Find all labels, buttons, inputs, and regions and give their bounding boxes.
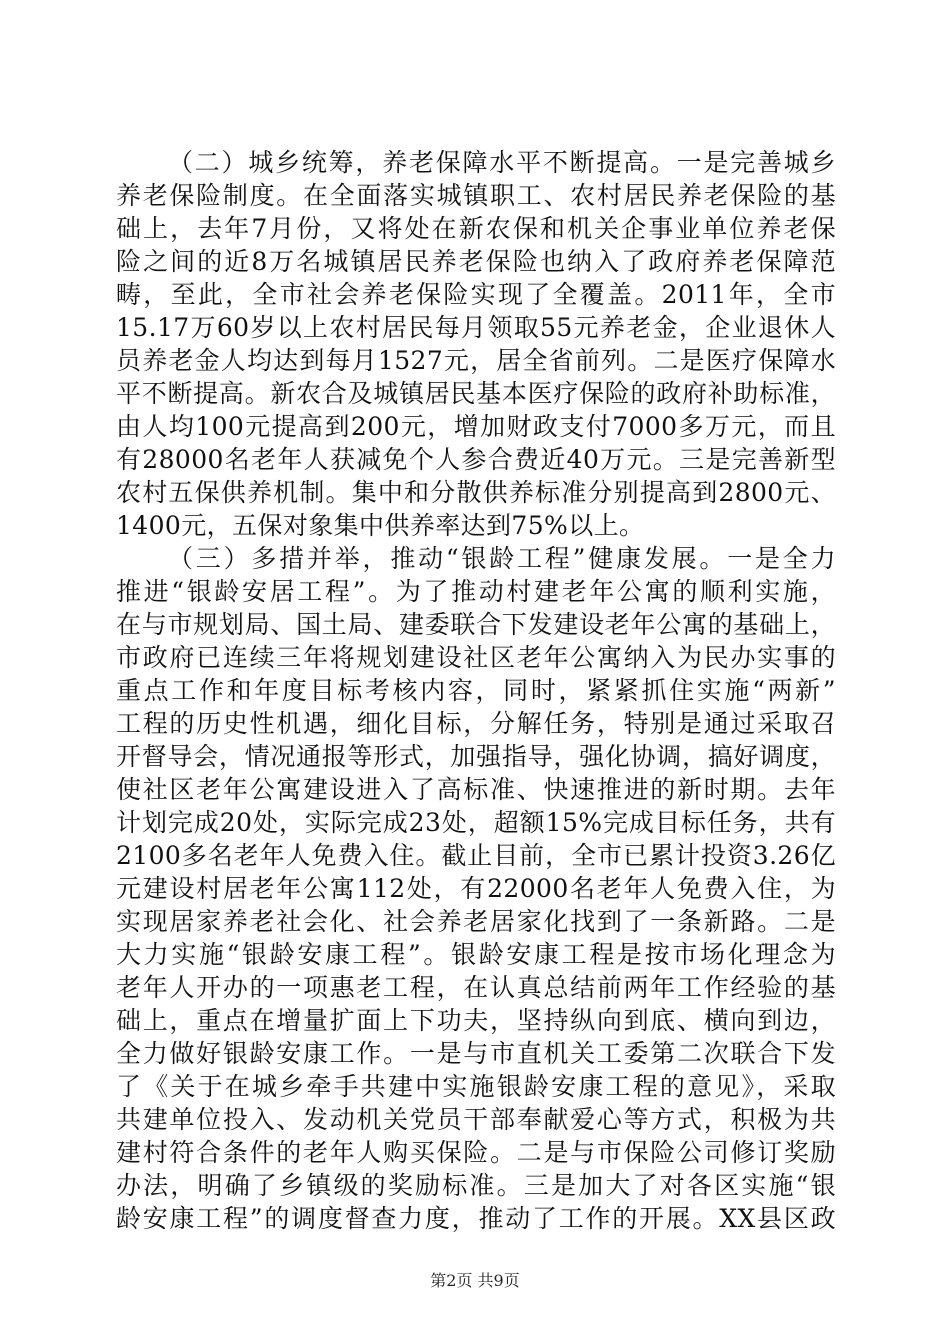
paragraph-3-line: 建村符合条件的老年人购买保险。二是与市保险公司修订奖励 <box>116 1138 836 1167</box>
paragraph-3-line: 实现居家养老社会化、社会养老居家化找到了一条新路。二是 <box>116 907 836 936</box>
paragraph-2-line: 畴，至此，全市社会养老保险实现了全覆盖。2011年，全市 <box>116 280 836 309</box>
paragraph-3-line: 计划完成20处，实际完成23处，超额15%完成目标任务，共有 <box>116 808 836 837</box>
paragraph-2-line: 农村五保供养机制。集中和分散供养标准分别提高到2800元、 <box>116 478 836 507</box>
paragraph-3-line: 使社区老年公寓建设进入了高标准、快速推进的新时期。去年 <box>116 775 836 804</box>
paragraph-2-line: 养老保险制度。在全面落实城镇职工、农村居民养老保险的基 <box>116 181 836 210</box>
paragraph-3-line: 在与市规划局、国土局、建委联合下发建设老年公寓的基础上， <box>116 610 836 639</box>
paragraph-2-line: 15.17万60岁以上农村居民每月领取55元养老金，企业退休人 <box>116 313 836 342</box>
paragraph-2-line: 平不断提高。新农合及城镇居民基本医疗保险的政府补助标准， <box>116 379 836 408</box>
paragraph-3-line: 工程的历史性机遇，细化目标，分解任务，特别是通过采取召 <box>116 709 836 738</box>
paragraph-2-line: 险之间的近8万名城镇居民养老保险也纳入了政府养老保障范 <box>116 247 836 276</box>
paragraph-3-line: 推进“银龄安居工程”。为了推动村建老年公寓的顺利实施， <box>116 577 836 606</box>
paragraph-3-line: 老年人开办的一项惠老工程，在认真总结前两年工作经验的基 <box>116 973 836 1002</box>
document-body <box>116 146 836 1235</box>
paragraph-3-line: （三）多措并举，推动“银龄工程”健康发展。一是全力 <box>168 544 836 573</box>
paragraph-3-line: 重点工作和年度目标考核内容，同时，紧紧抓住实施“两新” <box>116 676 836 705</box>
paragraph-3-line: 市政府已连续三年将规划建设社区老年公寓纳入为民办实事的 <box>116 643 836 672</box>
paragraph-3-line: 2100多名老年人免费入住。截止目前，全市已累计投资3.26亿 <box>116 841 836 870</box>
paragraph-3-line: 开督导会，情况通报等形式，加强指导，强化协调，搞好调度， <box>116 742 836 771</box>
paragraph-3-line: 础上，重点在增量扩面上下功夫，坚持纵向到底、横向到边， <box>116 1006 836 1035</box>
paragraph-2-line: （二）城乡统筹，养老保障水平不断提高。一是完善城乡 <box>168 148 836 177</box>
paragraph-2-last-line: 1400元，五保对象集中供养率达到75%以上。 <box>116 511 645 540</box>
paragraph-3-line: 了《关于在城乡牵手共建中实施银龄安康工程的意见》，采取 <box>116 1072 836 1101</box>
paragraph-3-line: 龄安康工程”的调度督查力度，推动了工作的开展。XX县区政 <box>116 1204 836 1233</box>
page-number-footer: 第2页 共9页 <box>430 1271 520 1290</box>
paragraph-2-line: 由人均100元提高到200元，增加财政支付7000多万元，而且 <box>116 412 836 441</box>
paragraph-3-line: 大力实施“银龄安康工程”。银龄安康工程是按市场化理念为 <box>116 940 836 969</box>
paragraph-2-line: 有28000名老年人获减免个人参合费近40万元。三是完善新型 <box>116 445 836 474</box>
paragraph-3-line: 全力做好银龄安康工作。一是与市直机关工委第二次联合下发 <box>116 1039 836 1068</box>
paragraph-2-line: 员养老金人均达到每月1527元，居全省前列。二是医疗保障水 <box>116 346 836 375</box>
paragraph-2-line: 础上，去年7月份，又将处在新农保和机关企事业单位养老保 <box>116 214 836 243</box>
paragraph-3-line: 元建设村居老年公寓112处，有22000名老年人免费入住，为 <box>116 874 836 903</box>
paragraph-3-line: 共建单位投入、发动机关党员干部奉献爱心等方式，积极为共 <box>116 1105 836 1134</box>
paragraph-3-line: 办法，明确了乡镇级的奖励标准。三是加大了对各区实施“银 <box>116 1171 836 1200</box>
